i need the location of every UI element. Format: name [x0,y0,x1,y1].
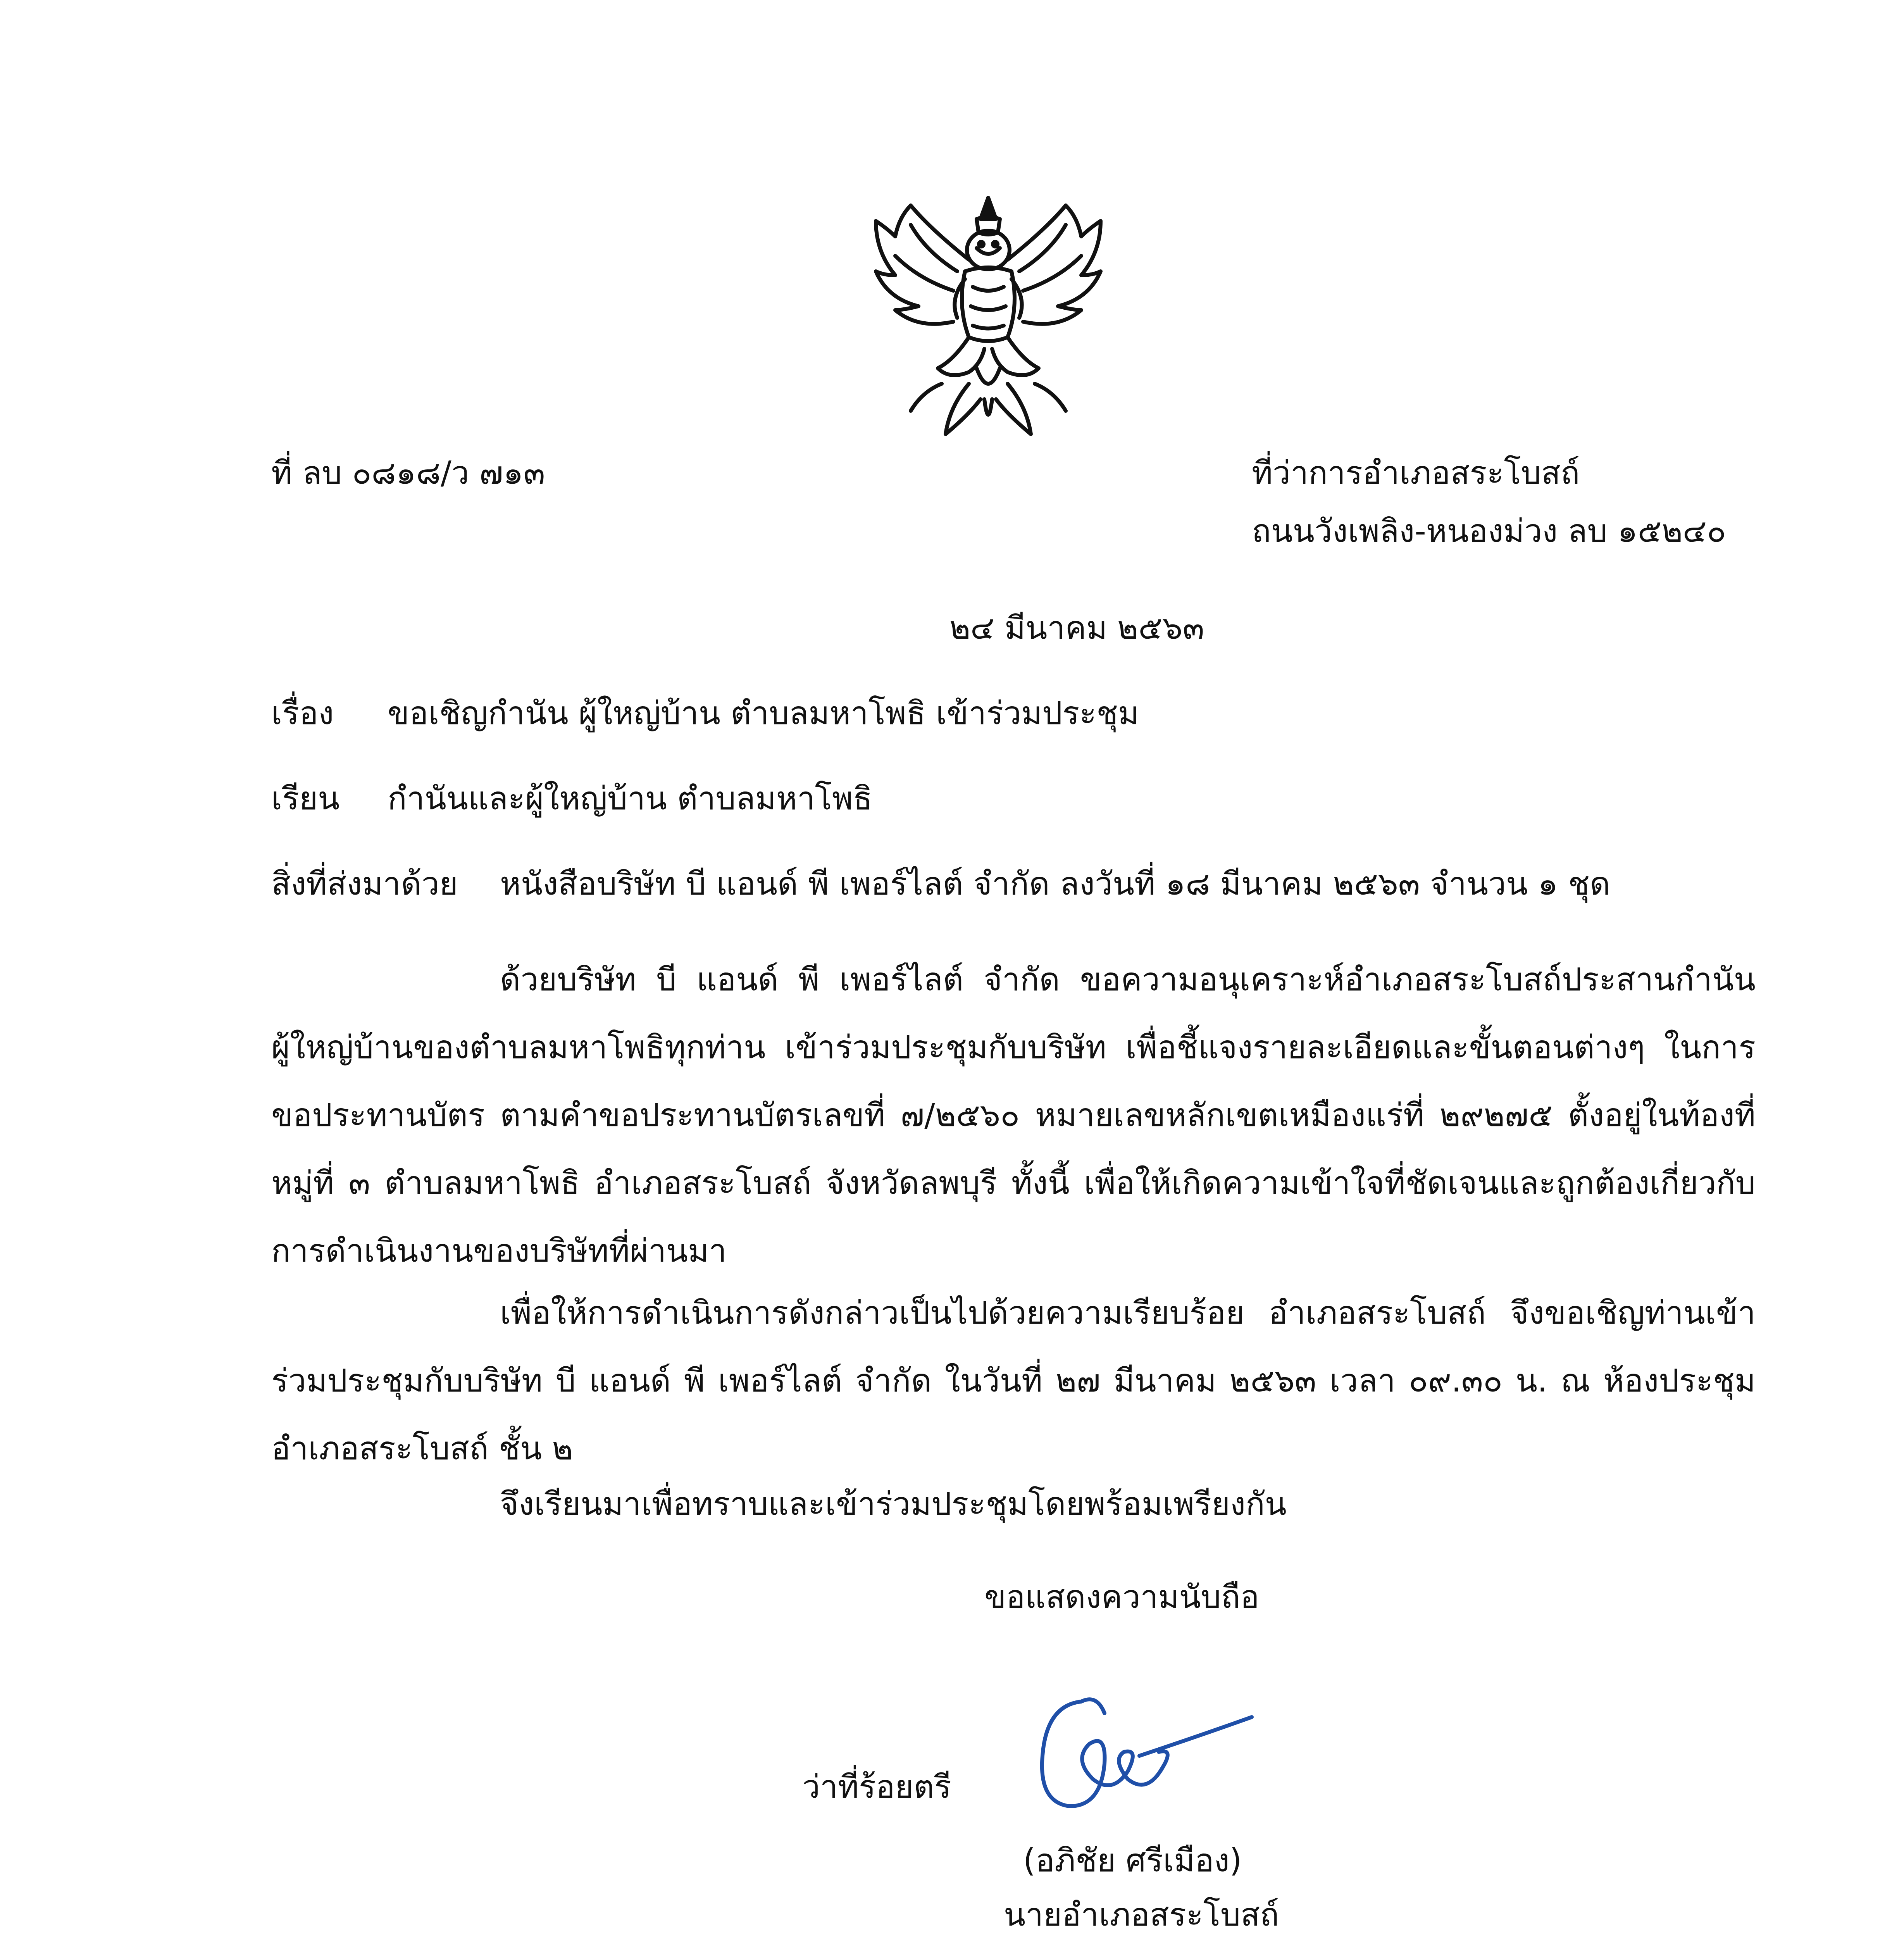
closing-line: จึงเรียนมาเพื่อทราบและเข้าร่วมประชุมโดยพร้อมเพรียงกัน [500,1486,1287,1522]
letter-date: ๒๔ มีนาคม ๒๕๖๓ [949,610,1204,647]
subject-text: ขอเชิญกำนัน ผู้ใหญ่บ้าน ตำบลมหาโพธิ เข้าร่วมประชุม [388,695,1139,732]
enclosure-text: หนังสือบริษัท บี แอนด์ พี เพอร์ไลต์ จำกัด ลงวันที่ ๑๘ มีนาคม ๒๕๖๓ จำนวน ๑ ชุด [500,866,1611,902]
signer-rank: ว่าที่ร้อยตรี [802,1769,951,1805]
signer-position: นายอำเภอสระโบสถ์ [1004,1897,1279,1933]
recipient-label: เรียน [271,780,340,817]
handwritten-signature [1023,1678,1256,1860]
reference-number: ที่ ลบ ๐๘๑๘/ว ๗๑๓ [271,455,545,491]
regards-line: ขอแสดงความนับถือ [984,1579,1260,1616]
recipient-text: กำนันและผู้ใหญ่บ้าน ตำบลมหาโพธิ [388,780,873,817]
office-name: ที่ว่าการอำเภอสระโบสถ์ [1252,455,1580,491]
signer-name: (อภิชัย ศรีเมือง) [1023,1842,1242,1879]
recipient-row [271,780,873,817]
subject-label: เรื่อง [271,695,334,732]
subject-row [271,695,1139,732]
body-paragraph-1: ด้วยบริษัท บี แอนด์ พี เพอร์ไลต์ จำกัด ขอความอนุเคราะห์อำเภอสระโบสถ์ประสานกำนันผู้ใหญ่บ้านของตำบลมหาโพธิทุกท่าน เข้าร่วมประชุมกับบริษัท เพื่อชี้แจงรายละเอียดและขั้นตอนต่างๆ ในการขอประทานบัตร ตามคำขอประทานบัตรเลขที่ ๗/๒๕๖๐ หมายเลขหลักเขตเหมืองแร่ที่ ๒๙๒๗๕ ตั้งอยู่ในท้องที่ หมู่ที่ ๓ ตำบลมหาโพธิ อำเภอสระโบสถ์ จังหวัดลพบุรี ทั้งนี้ เพื่อให้เกิดความเข้าใจที่ชัดเจนและถูกต้องเกี่ยวกับการดำเนินงานของบริษัทที่ผ่านมา [271,961,1756,1269]
enclosure-label: สิ่งที่ส่งมาด้วย [271,866,458,902]
garuda-emblem-icon [853,182,1124,453]
office-address: ถนนวังเพลิง-หนองม่วง ลบ ๑๕๒๔๐ [1252,513,1727,550]
body-paragraph-2: เพื่อให้การดำเนินการดังกล่าวเป็นไปด้วยความเรียบร้อย อำเภอสระโบสถ์ จึงขอเชิญท่านเข้าร่วมประชุมกับบริษัท บี แอนด์ พี เพอร์ไลต์ จำกัด ในวันที่ ๒๗ มีนาคม ๒๕๖๓ เวลา ๐๙.๓๐ น. ณ ห้องประชุมอำเภอสระโบสถ์ ชั้น ๒ [271,1295,1756,1467]
enclosure-row [271,868,1610,900]
